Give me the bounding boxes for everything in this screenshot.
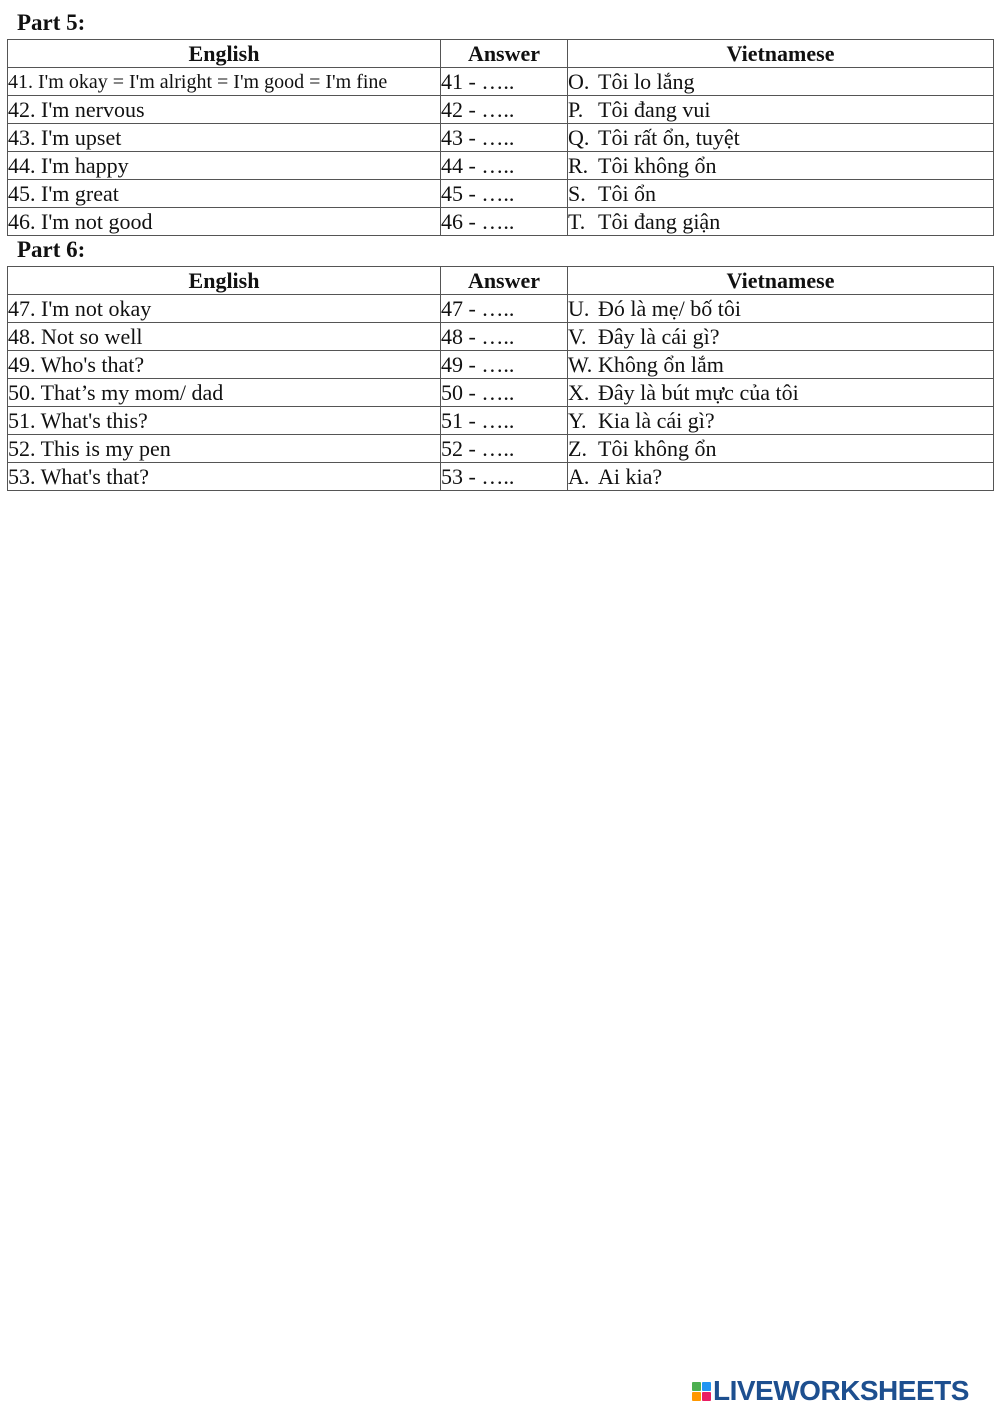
vietnamese-text: Tôi đang giận <box>598 208 721 234</box>
option-letter: A. <box>568 463 590 489</box>
option-letter: V. <box>568 323 587 349</box>
option-letter: R. <box>568 152 589 178</box>
vietnamese-text: Tôi lo lắng <box>598 68 695 94</box>
option-letter: Y. <box>568 407 587 433</box>
header-answer: Answer <box>441 267 568 295</box>
vietnamese-meaning <box>568 152 994 180</box>
english-phrase: 49. Who's that? <box>8 351 441 379</box>
option-letter: U. <box>568 295 590 321</box>
answer-blank[interactable]: 53 - ….. <box>441 463 568 491</box>
vietnamese-text: Đây là bút mực của tôi <box>598 379 799 405</box>
option-letter: X. <box>568 379 590 405</box>
vietnamese-meaning <box>568 124 994 152</box>
answer-blank[interactable]: 44 - ….. <box>441 152 568 180</box>
liveworksheets-logo[interactable] <box>692 1376 969 1406</box>
english-phrase: 43. I'm upset <box>8 124 441 152</box>
option-letter: W. <box>568 351 593 377</box>
vietnamese-meaning <box>568 180 994 208</box>
answer-blank[interactable]: 50 - ….. <box>441 379 568 407</box>
part6-title: Part 6: <box>17 237 86 262</box>
answer-blank[interactable]: 46 - ….. <box>441 208 568 236</box>
answer-blank[interactable]: 51 - ….. <box>441 407 568 435</box>
english-phrase: 51. What's this? <box>8 407 441 435</box>
header-english: English <box>8 40 441 68</box>
english-phrase: 53. What's that? <box>8 463 441 491</box>
answer-blank[interactable]: 52 - ….. <box>441 435 568 463</box>
option-letter: Z. <box>568 435 587 461</box>
table-row <box>8 180 994 208</box>
table-row <box>8 152 994 180</box>
logo-square <box>692 1392 701 1401</box>
english-phrase: 50. That’s my mom/ dad <box>8 379 441 407</box>
liveworksheets-logo-icon <box>692 1382 711 1401</box>
vietnamese-text: Đó là mẹ/ bố tôi <box>598 295 741 321</box>
answer-blank[interactable]: 42 - ….. <box>441 96 568 124</box>
vietnamese-text: Đây là cái gì? <box>598 323 720 349</box>
table-row <box>8 379 994 407</box>
logo-text: LIVEWORKSHEETS <box>713 1375 969 1406</box>
answer-blank[interactable]: 41 - ….. <box>441 68 568 96</box>
vietnamese-text: Kia là cái gì? <box>598 407 715 433</box>
vietnamese-meaning <box>568 351 994 379</box>
table-row <box>8 351 994 379</box>
vietnamese-meaning <box>568 379 994 407</box>
vietnamese-meaning <box>568 407 994 435</box>
header-answer: Answer <box>441 40 568 68</box>
vietnamese-text: Ai kia? <box>598 463 663 489</box>
english-phrase: 47. I'm not okay <box>8 295 441 323</box>
option-letter: O. <box>568 68 590 94</box>
table-row <box>8 208 994 236</box>
option-letter: T. <box>568 208 586 234</box>
part6-table <box>7 266 994 491</box>
table-header-row <box>8 267 994 295</box>
logo-square <box>702 1382 711 1391</box>
vietnamese-text: Tôi đang vui <box>598 96 711 122</box>
part5-title: Part 5: <box>17 10 86 35</box>
vietnamese-text: Tôi ổn <box>598 180 657 206</box>
vietnamese-text: Tôi rất ổn, tuyệt <box>598 124 740 150</box>
vietnamese-meaning <box>568 295 994 323</box>
table-row <box>8 435 994 463</box>
header-english: English <box>8 267 441 295</box>
vietnamese-meaning <box>568 435 994 463</box>
english-phrase: 46. I'm not good <box>8 208 441 236</box>
table-row <box>8 96 994 124</box>
english-phrase: 45. I'm great <box>8 180 441 208</box>
header-vietnamese: Vietnamese <box>568 40 994 68</box>
table-row <box>8 124 994 152</box>
english-phrase: 41. I'm okay = I'm alright = I'm good = I'm fine <box>8 68 441 96</box>
table-row <box>8 407 994 435</box>
logo-square <box>702 1392 711 1401</box>
part5-table <box>7 39 994 236</box>
english-phrase: 52. This is my pen <box>8 435 441 463</box>
answer-blank[interactable]: 45 - ….. <box>441 180 568 208</box>
vietnamese-text: Tôi không ổn <box>598 435 717 461</box>
table-header-row <box>8 40 994 68</box>
option-letter: S. <box>568 180 586 206</box>
vietnamese-meaning <box>568 323 994 351</box>
table-row <box>8 323 994 351</box>
vietnamese-text: Tôi không ổn <box>598 152 717 178</box>
vietnamese-meaning <box>568 208 994 236</box>
table-row <box>8 295 994 323</box>
vietnamese-text: Không ổn lắm <box>598 351 724 377</box>
answer-blank[interactable]: 48 - ….. <box>441 323 568 351</box>
vietnamese-meaning <box>568 68 994 96</box>
logo-square <box>692 1382 701 1391</box>
answer-blank[interactable]: 43 - ….. <box>441 124 568 152</box>
header-vietnamese: Vietnamese <box>568 267 994 295</box>
answer-blank[interactable]: 47 - ….. <box>441 295 568 323</box>
english-phrase: 44. I'm happy <box>8 152 441 180</box>
english-phrase: 48. Not so well <box>8 323 441 351</box>
table-row <box>8 68 994 96</box>
vietnamese-meaning <box>568 96 994 124</box>
table-row <box>8 463 994 491</box>
option-letter: P. <box>568 96 584 122</box>
vietnamese-meaning <box>568 463 994 491</box>
option-letter: Q. <box>568 124 590 150</box>
answer-blank[interactable]: 49 - ….. <box>441 351 568 379</box>
english-phrase: 42. I'm nervous <box>8 96 441 124</box>
